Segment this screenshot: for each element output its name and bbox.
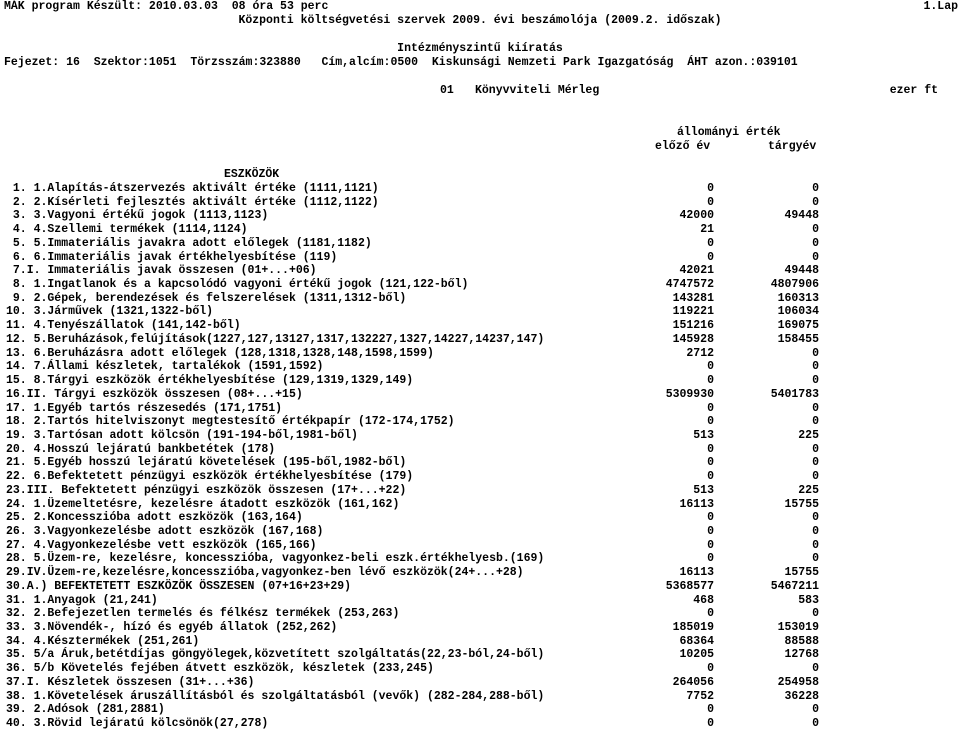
row-value-prev: 7752 xyxy=(686,689,714,703)
table-row xyxy=(0,662,960,676)
row-value-prev: 0 xyxy=(707,511,714,525)
page-number: 1.Lap xyxy=(923,0,958,13)
table-row xyxy=(0,223,960,237)
row-label: 8. 1.Ingatlanok és a kapcsolódó vagyoni értékű jogok (121,122-ből) xyxy=(6,278,469,292)
row-value-prev: 42021 xyxy=(679,264,714,278)
row-value-prev: 0 xyxy=(707,236,714,250)
table-row xyxy=(0,251,960,265)
row-value-current: 15755 xyxy=(784,566,819,580)
row-label: 2. 2.Kísérleti fejlesztés aktivált értéke (1112,1122) xyxy=(6,195,379,209)
row-value-current: 0 xyxy=(812,250,819,264)
table-row xyxy=(0,374,960,388)
table-row xyxy=(0,648,960,662)
row-label: 33. 3.Növendék-, hízó és egyéb állatok (252,262) xyxy=(6,621,338,635)
row-label: 11. 4.Tenyészállatok (141,142-ből) xyxy=(6,319,241,333)
row-label: 19. 3.Tartósan adott kölcsön (191-194-ből,1981-ből) xyxy=(6,428,358,442)
table-row xyxy=(0,388,960,402)
table-row xyxy=(0,690,960,704)
row-label: 38. 1.Követelések áruszállításból és szolgáltatásból (vevők) (282-284,288-ből) xyxy=(6,689,545,703)
row-label: 34. 4.Késztermékek (251,261) xyxy=(6,634,200,648)
row-value-prev: 0 xyxy=(707,250,714,264)
table-row xyxy=(0,333,960,347)
row-label: 7.I. Immateriális javak összesen (01+...+06) xyxy=(6,264,317,278)
table-row xyxy=(0,456,960,470)
row-value-prev: 0 xyxy=(707,607,714,621)
row-label: 5. 5.Immateriális javakra adott előlegek (1181,1182) xyxy=(6,236,372,250)
row-label: 23.III. Befektetett pénzügyi eszközök összesen (17+...+22) xyxy=(6,483,407,497)
row-label: 39. 2.Adósok (281,2881) xyxy=(6,703,165,717)
table-row xyxy=(0,292,960,306)
row-label: 35. 5/a Áruk,betétdíjas göngyölegek,közvetített szolgáltatás(22,23-ból,24-ből) xyxy=(6,648,545,662)
row-value-prev: 0 xyxy=(707,182,714,195)
row-label: 31. 1.Anyagok (21,241) xyxy=(6,593,158,607)
program-line: MÁK program Készült: 2010.03.03 08 óra 53 perc xyxy=(4,0,329,13)
table-row xyxy=(0,470,960,484)
row-value-prev: 0 xyxy=(707,456,714,470)
row-value-current: 36228 xyxy=(784,689,819,703)
row-value-current: 583 xyxy=(798,593,819,607)
table-row xyxy=(0,539,960,553)
row-value-prev: 185019 xyxy=(672,621,714,635)
column-header-current: tárgyév xyxy=(768,140,817,153)
row-value-prev: 0 xyxy=(707,401,714,415)
table-row xyxy=(0,264,960,278)
table-row xyxy=(0,484,960,498)
table-row xyxy=(0,347,960,361)
row-label: 6. 6.Immateriális javak értékhelyesbítése (119) xyxy=(6,250,338,264)
row-value-prev: 10205 xyxy=(679,648,714,662)
row-value-prev: 119221 xyxy=(672,305,714,319)
row-value-current: 4807906 xyxy=(770,278,819,292)
row-value-current: 106034 xyxy=(777,305,819,319)
row-label: 18. 2.Tartós hitelviszonyt megtestesítő értékpapír (172-174,1752) xyxy=(6,415,455,429)
row-value-current: 5467211 xyxy=(770,579,819,593)
row-label: 1. 1.Alapítás-átszervezés aktivált értéke (1111,1121) xyxy=(6,182,379,195)
row-value-current: 254958 xyxy=(777,675,819,689)
row-value-current: 169075 xyxy=(777,319,819,333)
table-row xyxy=(0,717,960,731)
row-value-current: 0 xyxy=(812,470,819,484)
print-type: Intézményszintű kiíratás xyxy=(397,42,563,55)
row-value-current: 0 xyxy=(812,442,819,456)
row-value-prev: 5368577 xyxy=(665,579,714,593)
row-label: 26. 3.Vagyonkezelésbe adott eszközök (167,168) xyxy=(6,525,324,538)
table-row xyxy=(0,552,960,566)
column-header-prev: előző év xyxy=(655,140,711,153)
row-value-current: 0 xyxy=(812,552,819,566)
row-value-prev: 0 xyxy=(707,538,714,552)
report-title: Központi költségvetési szervek 2009. évi beszámolója (2009.2. időszak) xyxy=(238,14,722,27)
row-label: 22. 6.Befektetett pénzügyi eszközök értékhelyesbítése (179) xyxy=(6,470,414,484)
row-value-prev: 16113 xyxy=(679,566,714,580)
row-value-current: 0 xyxy=(812,374,819,388)
table-row xyxy=(0,676,960,690)
row-value-current: 15755 xyxy=(784,497,819,511)
table-row xyxy=(0,278,960,292)
row-value-current: 225 xyxy=(798,428,819,442)
row-label: 15. 8.Tárgyi eszközök értékhelyesbítése (129,1319,1329,149) xyxy=(6,374,414,388)
row-label: 24. 1.Üzemeltetésre, kezelésre átadott eszközök (161,162) xyxy=(6,497,400,511)
row-label: 13. 6.Beruházásra adott előlegek (128,1318,1328,148,1598,1599) xyxy=(6,346,434,360)
row-label: 25. 2.Koncesszióba adott eszközök (163,164) xyxy=(6,511,303,525)
row-value-prev: 5309930 xyxy=(665,387,714,401)
row-value-current: 0 xyxy=(812,182,819,195)
row-value-prev: 151216 xyxy=(672,319,714,333)
row-value-current: 5401783 xyxy=(770,387,819,401)
row-label: 29.IV.Üzem-re,kezelésre,koncesszióba,vagyonkez-ben lévő eszközök(24+...+28) xyxy=(6,566,524,580)
row-value-current: 0 xyxy=(812,525,819,538)
row-label: 32. 2.Befejezetlen termelés és félkész termékek (253,263) xyxy=(6,607,400,621)
row-label: 37.I. Készletek összesen (31+...+36) xyxy=(6,675,255,689)
row-value-prev: 42000 xyxy=(679,209,714,223)
row-label: 36. 5/b Követelés fejében átvett eszközök, készletek (233,245) xyxy=(6,662,434,676)
row-value-prev: 513 xyxy=(693,428,714,442)
row-value-current: 0 xyxy=(812,703,819,717)
row-value-current: 0 xyxy=(812,195,819,209)
row-value-prev: 0 xyxy=(707,470,714,484)
table-row xyxy=(0,635,960,649)
row-value-prev: 468 xyxy=(693,593,714,607)
row-value-prev: 21 xyxy=(700,223,714,237)
row-value-current: 49448 xyxy=(784,264,819,278)
table-row xyxy=(0,319,960,333)
table-row xyxy=(0,566,960,580)
row-value-current: 160313 xyxy=(777,291,819,305)
row-value-current: 0 xyxy=(812,236,819,250)
row-value-prev: 0 xyxy=(707,703,714,717)
table-row xyxy=(0,360,960,374)
row-label: 16.II. Tárgyi eszközök összesen (08+...+15) xyxy=(6,387,303,401)
row-label: 27. 4.Vagyonkezelésbe vett eszközök (165,166) xyxy=(6,538,317,552)
table-row xyxy=(0,580,960,594)
row-label: 14. 7.Állami készletek, tartalékok (1591,1592) xyxy=(6,360,324,374)
table-row xyxy=(0,429,960,443)
row-label: 30.A.) BEFEKTETETT ESZKÖZÖK ÖSSZESEN (07+16+23+29) xyxy=(6,579,352,593)
table-row xyxy=(0,196,960,210)
form-title: Könyvviteli Mérleg xyxy=(475,84,600,97)
table-row xyxy=(0,594,960,608)
table-row xyxy=(0,182,960,196)
section-title: ESZKÖZÖK xyxy=(224,168,280,181)
row-value-prev: 2712 xyxy=(686,346,714,360)
row-value-prev: 0 xyxy=(707,442,714,456)
row-value-prev: 264056 xyxy=(672,675,714,689)
row-value-prev: 0 xyxy=(707,360,714,374)
table-row xyxy=(0,511,960,525)
row-label: 17. 1.Egyéb tartós részesedés (171,1751) xyxy=(6,401,283,415)
row-value-prev: 513 xyxy=(693,483,714,497)
table-row xyxy=(0,415,960,429)
table-row xyxy=(0,621,960,635)
row-value-current: 0 xyxy=(812,360,819,374)
row-label: 9. 2.Gépek, berendezések és felszerelések (1311,1312-ből) xyxy=(6,291,407,305)
row-value-current: 88588 xyxy=(784,634,819,648)
unit-label: ezer ft xyxy=(889,84,938,97)
row-value-current: 0 xyxy=(812,717,819,731)
row-value-current: 0 xyxy=(812,607,819,621)
form-number: 01 xyxy=(440,84,454,97)
row-value-current: 0 xyxy=(812,346,819,360)
row-value-current: 12768 xyxy=(784,648,819,662)
row-label: 4. 4.Szellemi termékek (1114,1124) xyxy=(6,223,248,237)
row-value-prev: 16113 xyxy=(679,497,714,511)
table-row xyxy=(0,402,960,416)
row-label: 3. 3.Vagyoni értékű jogok (1113,1123) xyxy=(6,209,269,223)
row-label: 12. 5.Beruházások,felújítások(1227,127,13127,1317,132227,1327,14227,14237,147) xyxy=(6,332,545,346)
row-label: 21. 5.Egyéb hosszú lejáratú követelések (195-ből,1982-ből) xyxy=(6,456,407,470)
table-row xyxy=(0,209,960,223)
row-label: 20. 4.Hosszú lejáratú bankbetétek (178) xyxy=(6,442,276,456)
chapter-line: Fejezet: 16 Szektor:1051 Törzsszám:323880 Cím,alcím:0500 Kiskunsági Nemzeti Park Igazgatóság ÁHT azon.:039101 xyxy=(4,56,798,69)
table-row xyxy=(0,703,960,717)
row-value-prev: 4747572 xyxy=(665,278,714,292)
table-row xyxy=(0,498,960,512)
row-value-current: 0 xyxy=(812,511,819,525)
row-value-prev: 0 xyxy=(707,374,714,388)
row-value-current: 0 xyxy=(812,401,819,415)
row-label: 40. 3.Rövid lejáratú kölcsönök(27,278) xyxy=(6,717,269,731)
row-value-prev: 143281 xyxy=(672,291,714,305)
row-value-prev: 145928 xyxy=(672,332,714,346)
row-value-current: 158455 xyxy=(777,332,819,346)
table-row xyxy=(0,607,960,621)
row-value-prev: 0 xyxy=(707,525,714,538)
row-value-current: 0 xyxy=(812,223,819,237)
row-label: 10. 3.Járművek (1321,1322-ből) xyxy=(6,305,214,319)
row-label: 28. 5.Üzem-re, kezelésre, koncesszióba, vagyonkez-beli eszk.értékhelyesb.(169) xyxy=(6,552,545,566)
table-row xyxy=(0,237,960,251)
row-value-current: 153019 xyxy=(777,621,819,635)
row-value-current: 0 xyxy=(812,415,819,429)
row-value-prev: 0 xyxy=(707,552,714,566)
row-value-prev: 68364 xyxy=(679,634,714,648)
row-value-current: 0 xyxy=(812,456,819,470)
table-row xyxy=(0,525,960,539)
row-value-prev: 0 xyxy=(707,415,714,429)
row-value-current: 49448 xyxy=(784,209,819,223)
table-row xyxy=(0,443,960,457)
row-value-prev: 0 xyxy=(707,662,714,676)
row-value-current: 0 xyxy=(812,538,819,552)
table-row xyxy=(0,305,960,319)
column-group-header: állományi érték xyxy=(677,126,781,139)
row-value-current: 225 xyxy=(798,483,819,497)
row-value-prev: 0 xyxy=(707,195,714,209)
row-value-current: 0 xyxy=(812,662,819,676)
row-value-prev: 0 xyxy=(707,717,714,731)
